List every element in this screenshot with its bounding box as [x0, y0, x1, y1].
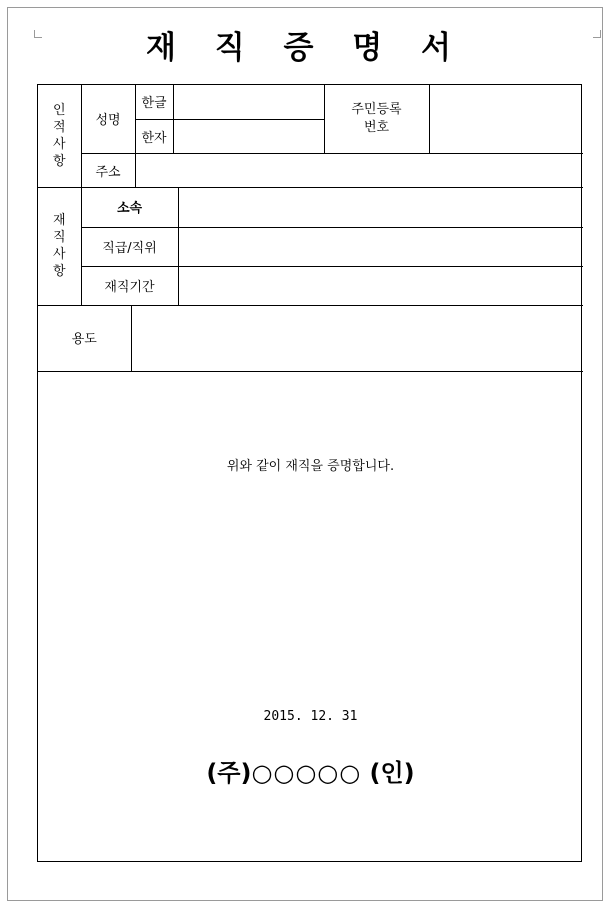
- address-label: 주소: [81, 153, 135, 187]
- signer-line: [38, 753, 583, 788]
- resident-number-label: 주민등록 번호: [324, 85, 429, 153]
- employment-section-label: 재 직 사 항: [38, 187, 81, 305]
- confirmation-statement: 위와 같이 재직을 증명합니다.: [226, 459, 395, 474]
- signer-company: ○○○○○: [251, 759, 362, 787]
- position-label: 직급/직위: [81, 227, 178, 266]
- signer-seal: (인): [369, 759, 415, 787]
- korean-name-label: 한글: [135, 85, 173, 119]
- signer-prefix: (주): [206, 759, 252, 787]
- resident-number-field[interactable]: [429, 85, 583, 153]
- address-field[interactable]: [135, 153, 583, 187]
- employment-period-label: 재직기간: [81, 266, 178, 305]
- department-label: 소속: [81, 187, 178, 227]
- hanja-name-field[interactable]: [173, 119, 324, 153]
- purpose-field[interactable]: [131, 305, 583, 371]
- issue-date: 2015. 12. 31: [263, 709, 358, 724]
- employment-period-field[interactable]: [178, 266, 583, 305]
- department-field[interactable]: [178, 187, 583, 227]
- certificate-form: [37, 84, 582, 862]
- name-label: 성명: [81, 85, 135, 153]
- purpose-label: 용도: [38, 305, 131, 371]
- hanja-name-label: 한자: [135, 119, 173, 153]
- korean-name-field[interactable]: [173, 85, 324, 119]
- document-title: 재 직 증 명 서: [146, 30, 465, 66]
- employment-info-table: [38, 187, 583, 306]
- purpose-table: [38, 305, 583, 372]
- personal-info-table: [38, 85, 583, 188]
- position-field[interactable]: [178, 227, 583, 266]
- personal-section-label: 인 적 사 항: [38, 85, 81, 187]
